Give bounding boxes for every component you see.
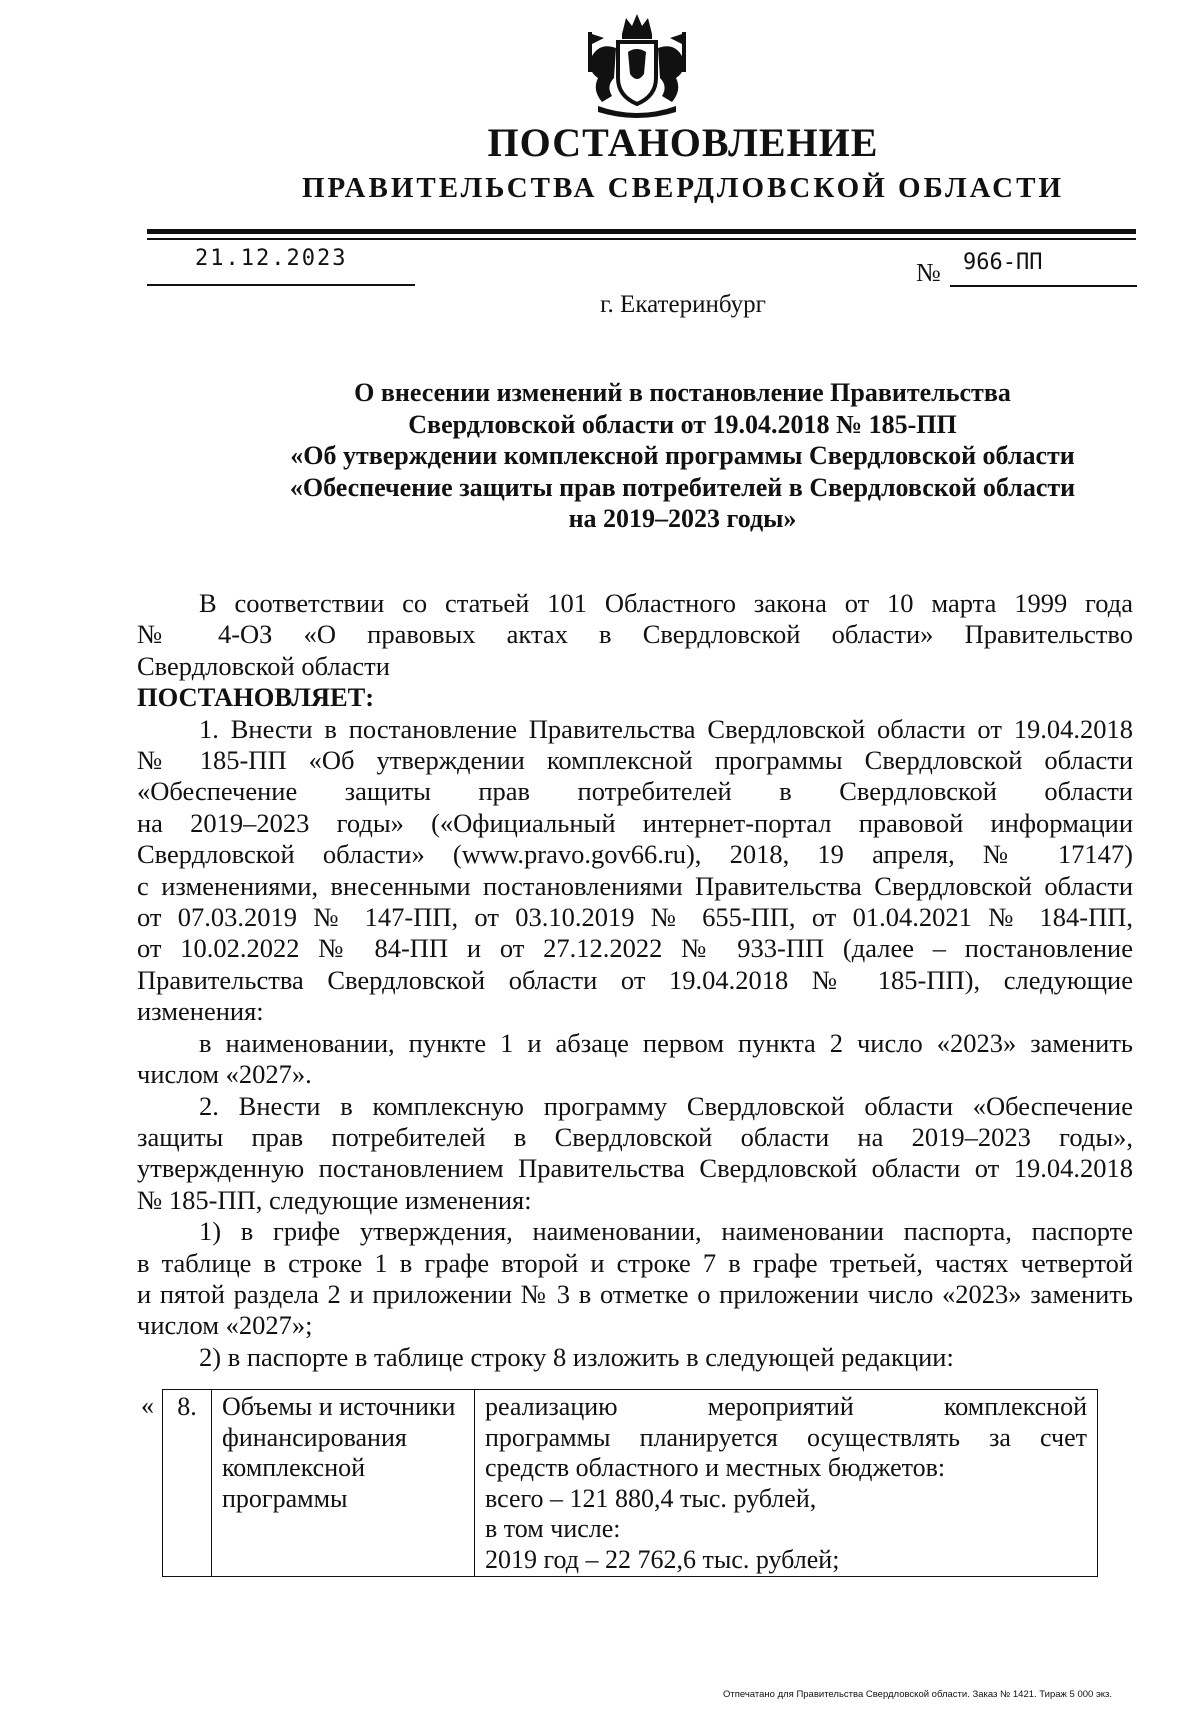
row-name-cell <box>212 1390 475 1577</box>
item2-line: утвержденную постановлением Правительства Свердловской области от 19.04.2018 <box>137 1153 1133 1184</box>
item2-2-line: 2) в паспорте в таблице строку 8 изложить в следующей редакции: <box>199 1341 954 1372</box>
row-value-line: в том числе: <box>485 1514 621 1544</box>
document-heading <box>186 377 1179 535</box>
print-footer: Отпечатано для Правительства Свердловской области. Заказ № 1421. Тираж 5 000 экз. <box>723 1689 1113 1700</box>
item1-line: № 185-ПП «Об утверждении комплексной программы Свердловской области <box>137 745 1133 776</box>
row-number-cell: 8. <box>163 1390 212 1577</box>
item1-line: 1. Внести в постановление Правительства Свердловской области от 19.04.2018 <box>199 713 1133 744</box>
document-date: 21.12.2023 <box>195 246 348 271</box>
item2-1-line: 1) в грифе утверждения, наименовании, наименовании паспорта, паспорте <box>199 1216 1133 1247</box>
item1-line: от 07.03.2019 № 147-ПП, от 03.10.2019 № 655-ПП, от 01.04.2021 № 184-ПП, <box>137 902 1133 933</box>
preamble-line: № 4-ОЗ «О правовых актах в Свердловской области» Правительство <box>137 619 1133 650</box>
number-sign: № <box>916 258 941 287</box>
resolves-label: ПОСТАНОВЛЯЕТ: <box>137 682 375 713</box>
item1-change-line: числом «2027». <box>137 1059 312 1090</box>
item1-line: от 10.02.2022 № 84-ПП и от 27.12.2022 № 933-ПП (далее – постановление <box>137 933 1133 964</box>
item2-line: защиты прав потребителей в Свердловской области на 2019–2023 годы», <box>137 1121 1133 1152</box>
coat-of-arms-icon <box>578 12 696 118</box>
row-name-line: Объемы и источники <box>222 1392 456 1421</box>
item2-line: 2. Внести в комплексную программу Свердловской области «Обеспечение <box>199 1090 1133 1121</box>
date-underline <box>147 284 415 286</box>
heading-line: «Обеспечение защиты прав потребителей в Свердловской области <box>289 472 1076 502</box>
heading-line: Свердловской области от 19.04.2018 № 185-ПП <box>408 409 957 439</box>
header-rule-thick <box>147 229 1136 234</box>
heading-line: на 2019–2023 годы» <box>568 504 797 533</box>
item2-1-line: числом «2027»; <box>137 1310 313 1341</box>
item2-line: № 185-ПП, следующие изменения: <box>137 1184 532 1215</box>
preamble-line: В соответствии со статьей 101 Областного закона от 10 марта 1999 года <box>199 588 1133 618</box>
heading-line: О внесении изменений в постановление Правительства <box>354 378 1011 407</box>
item1-line: Правительства Свердловской области от 19.04.2018 № 185-ПП), следующие <box>137 964 1133 995</box>
header-rule-thin <box>147 238 1136 240</box>
item1-line: с изменениями, внесенными постановлениями Правительства Свердловской области <box>137 870 1133 901</box>
item2-1-line: и пятой раздела 2 и приложении № 3 в отметке о приложении число «2023» заменить <box>137 1278 1133 1309</box>
row-name-line: комплексной <box>222 1453 366 1483</box>
heading-line: «Об утверждении комплексной программы Свердловской области <box>290 441 1075 470</box>
document-type-title: ПОСТАНОВЛЕНИЕ <box>487 120 879 165</box>
document-body <box>137 588 1133 1373</box>
preamble-line: Свердловской области <box>137 650 390 681</box>
row-value-line: реализацию мероприятий комплексной <box>485 1392 1087 1421</box>
row-name-line: программы <box>222 1483 348 1513</box>
document-number: 966-ПП <box>963 250 1043 275</box>
row-value-line: всего – 121 880,4 тыс. рублей, <box>485 1483 817 1513</box>
table-row <box>163 1390 1098 1577</box>
item2-1-line: в таблице в строке 1 в графе второй и строке 7 в графе третьей, частях четвертой <box>137 1247 1133 1278</box>
city: г. Екатеринбург <box>600 291 766 318</box>
row-name-line: финансирования <box>222 1422 407 1452</box>
row-value-cell <box>475 1390 1098 1577</box>
table-open-quote: « <box>141 1391 154 1420</box>
number-underline <box>950 285 1137 287</box>
passport-table <box>162 1389 1098 1577</box>
issuer-subtitle: ПРАВИТЕЛЬСТВА СВЕРДЛОВСКОЙ ОБЛАСТИ <box>301 172 1065 204</box>
item1-line: на 2019–2023 годы» («Официальный интернет-портал правовой информации <box>137 807 1133 838</box>
row-value-line: программы планируется осуществлять за счет <box>485 1422 1087 1452</box>
row-value-line: средств областного и местных бюджетов: <box>485 1453 946 1483</box>
item1-line: изменения: <box>137 996 264 1027</box>
item1-line: Свердловской области» (www.pravo.gov66.ru), 2018, 19 апреля, № 17147) <box>137 839 1133 870</box>
item1-line: «Обеспечение защиты прав потребителей в Свердловской области <box>137 776 1133 807</box>
item1-change-line: в наименовании, пункте 1 и абзаце первом пункта 2 число «2023» заменить <box>199 1027 1133 1058</box>
row-value-line: 2019 год – 22 762,6 тыс. рублей; <box>485 1544 840 1574</box>
